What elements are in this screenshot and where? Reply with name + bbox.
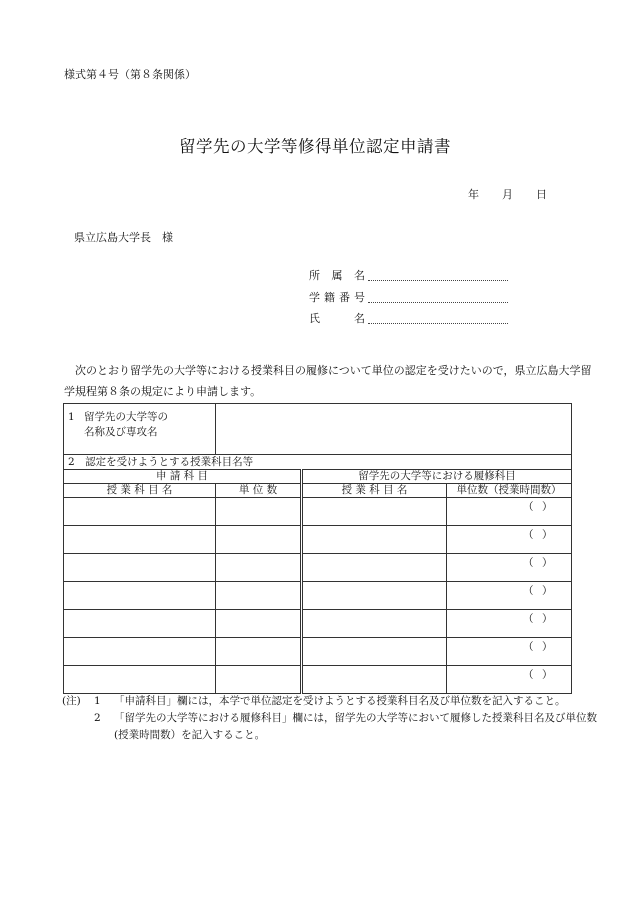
body-text — [64, 360, 592, 402]
subject-name-abroad-cell[interactable] — [302, 638, 447, 666]
form-number: 様式第４号（第８条関係） — [64, 68, 196, 81]
paren-close: ） — [542, 641, 553, 653]
credits-hours-abroad-cell[interactable] — [447, 526, 572, 554]
col-subject-name-abroad: 授 業 科 目 名 — [302, 484, 447, 498]
note-2-text-continued: (授業時間数）を記入すること。 — [114, 729, 266, 741]
subject-name-cell[interactable] — [64, 638, 216, 666]
paren-open: （ — [523, 613, 534, 625]
table-row — [64, 666, 572, 694]
table-row — [64, 498, 572, 526]
affiliation-field[interactable] — [368, 268, 508, 281]
paren-open: （ — [523, 669, 534, 681]
credits-cell[interactable] — [216, 666, 302, 694]
subject-name-cell[interactable] — [64, 554, 216, 582]
paren-close: ） — [542, 613, 553, 625]
credits-cell[interactable] — [216, 498, 302, 526]
credits-hours-abroad-cell[interactable] — [447, 554, 572, 582]
subject-name-abroad-cell[interactable] — [302, 666, 447, 694]
notes-label: (注) — [62, 695, 81, 707]
addressee: 県立広島大学長 様 — [74, 231, 173, 244]
subject-name-abroad-cell[interactable] — [302, 554, 447, 582]
student-id-field[interactable] — [368, 290, 508, 303]
note-2-text: 「留学先の大学等における履修科目」欄には，留学先の大学等において履修した授業科目名及び単位数 — [114, 712, 597, 724]
name-label: 氏 名 — [309, 312, 365, 325]
header-subjects-abroad: 留学先の大学等における履修科目 — [302, 470, 572, 484]
paren-close: ） — [542, 501, 553, 513]
section2-label: 2 認定を受けようとする授業科目名等 — [64, 455, 572, 470]
subject-name-abroad-cell[interactable] — [302, 610, 447, 638]
paren-open: （ — [523, 585, 534, 597]
body-text-line1: 次のとおり留学先の大学等における授業科目の履修について単位の認定を受けたいので，県立広島大学留 — [75, 364, 592, 377]
col-subject-name: 授 業 科 目 名 — [64, 484, 216, 498]
table-row — [64, 638, 572, 666]
subject-name-cell[interactable] — [64, 666, 216, 694]
credits-hours-abroad-cell[interactable] — [447, 610, 572, 638]
credits-cell[interactable] — [216, 582, 302, 610]
page-title: 留学先の大学等修得単位認定申請書 — [179, 137, 451, 156]
credits-hours-abroad-cell[interactable] — [447, 582, 572, 610]
note-1-number: 1 — [94, 695, 101, 707]
paren-open: （ — [523, 641, 534, 653]
note-1-text: 「申請科目」欄には，本学で単位認定を受けようとする授業科目名及び単位数を記入すること。 — [114, 695, 566, 707]
credits-cell[interactable] — [216, 526, 302, 554]
subject-name-abroad-cell[interactable] — [302, 582, 447, 610]
notes — [62, 693, 597, 744]
subject-name-cell[interactable] — [64, 582, 216, 610]
table-row — [64, 610, 572, 638]
header-applied-subjects: 申 請 科 目 — [64, 470, 302, 484]
col-credits: 単 位 数 — [216, 484, 302, 498]
university-name-field[interactable] — [216, 404, 572, 455]
name-field[interactable] — [368, 311, 508, 324]
col-credits-hours-abroad: 単位数（授業時間数） — [447, 484, 572, 498]
credits-hours-abroad-cell[interactable] — [447, 638, 572, 666]
subject-name-abroad-cell[interactable] — [302, 498, 447, 526]
credit-table — [63, 403, 572, 694]
paren-open: （ — [523, 529, 534, 541]
body-text-line2: 学規程第８条の規定により申請します。 — [64, 385, 262, 398]
credits-cell[interactable] — [216, 554, 302, 582]
paren-close: ） — [542, 557, 553, 569]
table-row — [64, 582, 572, 610]
paren-open: （ — [523, 557, 534, 569]
credits-hours-abroad-cell[interactable] — [447, 498, 572, 526]
table-row — [64, 526, 572, 554]
paren-close: ） — [542, 669, 553, 681]
credits-hours-abroad-cell[interactable] — [447, 666, 572, 694]
subject-name-abroad-cell[interactable] — [302, 526, 447, 554]
paren-close: ） — [542, 585, 553, 597]
subject-name-cell[interactable] — [64, 498, 216, 526]
table-row — [64, 554, 572, 582]
date-month-label: 月 — [502, 188, 513, 201]
paren-open: （ — [523, 501, 534, 513]
subject-name-cell[interactable] — [64, 610, 216, 638]
paren-close: ） — [542, 529, 553, 541]
note-2-number: 2 — [94, 712, 101, 724]
date-day-label: 日 — [536, 188, 547, 201]
student-id-label: 学 籍 番 号 — [309, 291, 365, 304]
affiliation-label: 所 属 名 — [309, 269, 365, 282]
credits-cell[interactable] — [216, 638, 302, 666]
credits-cell[interactable] — [216, 610, 302, 638]
subject-name-cell[interactable] — [64, 526, 216, 554]
section1-label: 1 留学先の大学等の 名称及び専攻名 — [64, 404, 216, 455]
date-year-label: 年 — [468, 188, 479, 201]
